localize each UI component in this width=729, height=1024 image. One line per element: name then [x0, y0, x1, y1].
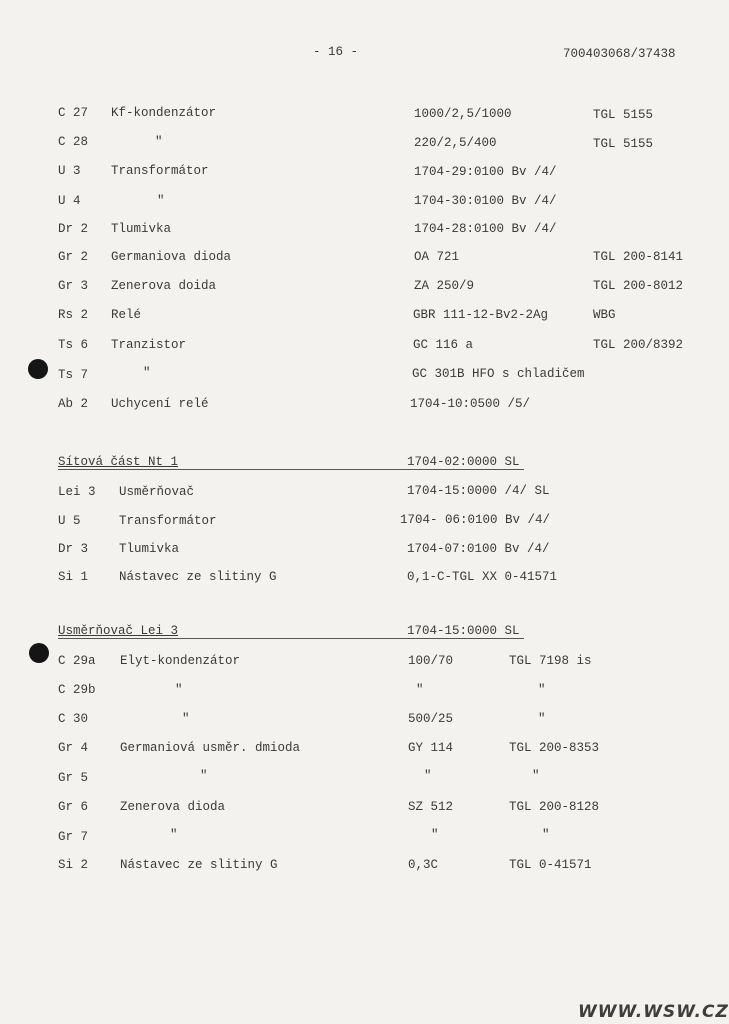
- part-name: ": [143, 366, 151, 380]
- document-number: 700403068/37438: [563, 47, 676, 61]
- part-name: Tlumivka: [119, 542, 180, 556]
- part-name: ": [182, 712, 190, 726]
- part-name: ": [157, 194, 165, 208]
- page-number: - 16 -: [313, 45, 359, 59]
- part-number: OA 721: [414, 250, 460, 264]
- part-name: Transformátor: [119, 514, 217, 528]
- part-name: ": [170, 828, 178, 842]
- ref-designator: Dr 3: [58, 542, 89, 556]
- ref-designator: U 5: [58, 514, 81, 528]
- standard: WBG: [593, 308, 616, 322]
- ref-designator: Gr 7: [58, 830, 89, 844]
- section-part-number: 1704-15:0000 SL: [407, 624, 520, 638]
- standard: TGL 200/8392: [593, 338, 684, 352]
- part-name: ": [155, 135, 163, 149]
- ref-designator: Dr 2: [58, 222, 89, 236]
- part-name: Nástavec ze slitiny G: [120, 858, 278, 872]
- ref-designator: Gr 3: [58, 279, 89, 293]
- part-name: Zenerova dioda: [120, 800, 226, 814]
- part-number: 1704-28:0100 Bv /4/: [414, 222, 557, 236]
- part-number: 500/25: [408, 712, 454, 726]
- part-number: 1704- 06:0100 Bv /4/: [400, 513, 551, 527]
- part-number: 0,1-C-TGL XX 0-41571: [407, 570, 558, 584]
- part-name: ": [200, 769, 208, 783]
- part-number: 1000/2,5/1000: [414, 107, 512, 121]
- ref-designator: C 28: [58, 135, 89, 149]
- part-name: Elyt-kondenzátor: [120, 654, 241, 668]
- part-name: Transformátor: [111, 164, 209, 178]
- part-number: 100/70: [408, 654, 454, 668]
- standard: ": [542, 828, 550, 842]
- part-number: ZA 250/9: [414, 279, 475, 293]
- ref-designator: U 3: [58, 164, 81, 178]
- part-name: Uchycení relé: [111, 397, 209, 411]
- ref-designator: C 29b: [58, 683, 96, 697]
- part-number: SZ 512: [408, 800, 454, 814]
- part-number: GBR 111-12-Bv2-2Ag: [413, 308, 549, 322]
- section-underline: [58, 638, 524, 639]
- standard: TGL 0-41571: [509, 858, 592, 872]
- part-number: ": [424, 769, 432, 783]
- standard: ": [532, 769, 540, 783]
- part-number: GY 114: [408, 741, 454, 755]
- ref-designator: C 29a: [58, 654, 96, 668]
- part-number: 1704-15:0000 /4/ SL: [407, 484, 550, 498]
- standard: TGL 200-8141: [593, 250, 684, 264]
- part-number: ": [416, 683, 424, 697]
- ref-designator: Si 2: [58, 858, 89, 872]
- ref-designator: Rs 2: [58, 308, 89, 322]
- part-number: GC 116 a: [413, 338, 474, 352]
- standard: TGL 7198 is: [509, 654, 592, 668]
- standard: TGL 5155: [593, 108, 654, 122]
- standard: TGL 5155: [593, 137, 654, 151]
- watermark: WWW.WSW.CZ: [578, 1002, 729, 1022]
- ref-designator: C 27: [58, 106, 89, 120]
- punch-hole: [28, 359, 48, 379]
- ref-designator: Gr 4: [58, 741, 89, 755]
- section-part-number: 1704-02:0000 SL: [407, 455, 520, 469]
- part-name: Tranzistor: [111, 338, 187, 352]
- part-number: 1704-30:0100 Bv /4/: [414, 194, 557, 208]
- section-underline: [58, 469, 524, 470]
- standard: ": [538, 683, 546, 697]
- part-name: Nástavec ze slitiny G: [119, 570, 277, 584]
- part-number: 1704-10:0500 /5/: [410, 397, 531, 411]
- part-number: 0,3C: [408, 858, 439, 872]
- standard: TGL 200-8012: [593, 279, 684, 293]
- ref-designator: Ts 7: [58, 368, 89, 382]
- ref-designator: C 30: [58, 712, 89, 726]
- part-name: Germaniová usměr. dmioda: [120, 741, 301, 755]
- ref-designator: U 4: [58, 194, 81, 208]
- section-title: Usměrňovač Lei 3: [58, 624, 179, 638]
- part-number: ": [431, 828, 439, 842]
- part-name: Kf-kondenzátor: [111, 106, 217, 120]
- ref-designator: Si 1: [58, 570, 89, 584]
- part-name: Germaniova dioda: [111, 250, 232, 264]
- part-name: ": [175, 683, 183, 697]
- section-title: Sítová část Nt 1: [58, 455, 179, 469]
- part-name: Usměrňovač: [119, 485, 195, 499]
- part-name: Zenerova doida: [111, 279, 217, 293]
- part-number: GC 301B HFO s chladičem: [412, 367, 585, 381]
- ref-designator: Lei 3: [58, 485, 96, 499]
- part-name: Tlumivka: [111, 222, 172, 236]
- standard: TGL 200-8353: [509, 741, 600, 755]
- ref-designator: Ab 2: [58, 397, 89, 411]
- part-number: 1704-07:0100 Bv /4/: [407, 542, 550, 556]
- ref-designator: Gr 6: [58, 800, 89, 814]
- part-number: 220/2,5/400: [414, 136, 497, 150]
- standard: ": [538, 712, 546, 726]
- ref-designator: Ts 6: [58, 338, 89, 352]
- punch-hole: [29, 643, 49, 663]
- part-name: Relé: [111, 308, 142, 322]
- ref-designator: Gr 5: [58, 771, 89, 785]
- ref-designator: Gr 2: [58, 250, 89, 264]
- standard: TGL 200-8128: [509, 800, 600, 814]
- part-number: 1704-29:0100 Bv /4/: [414, 165, 557, 179]
